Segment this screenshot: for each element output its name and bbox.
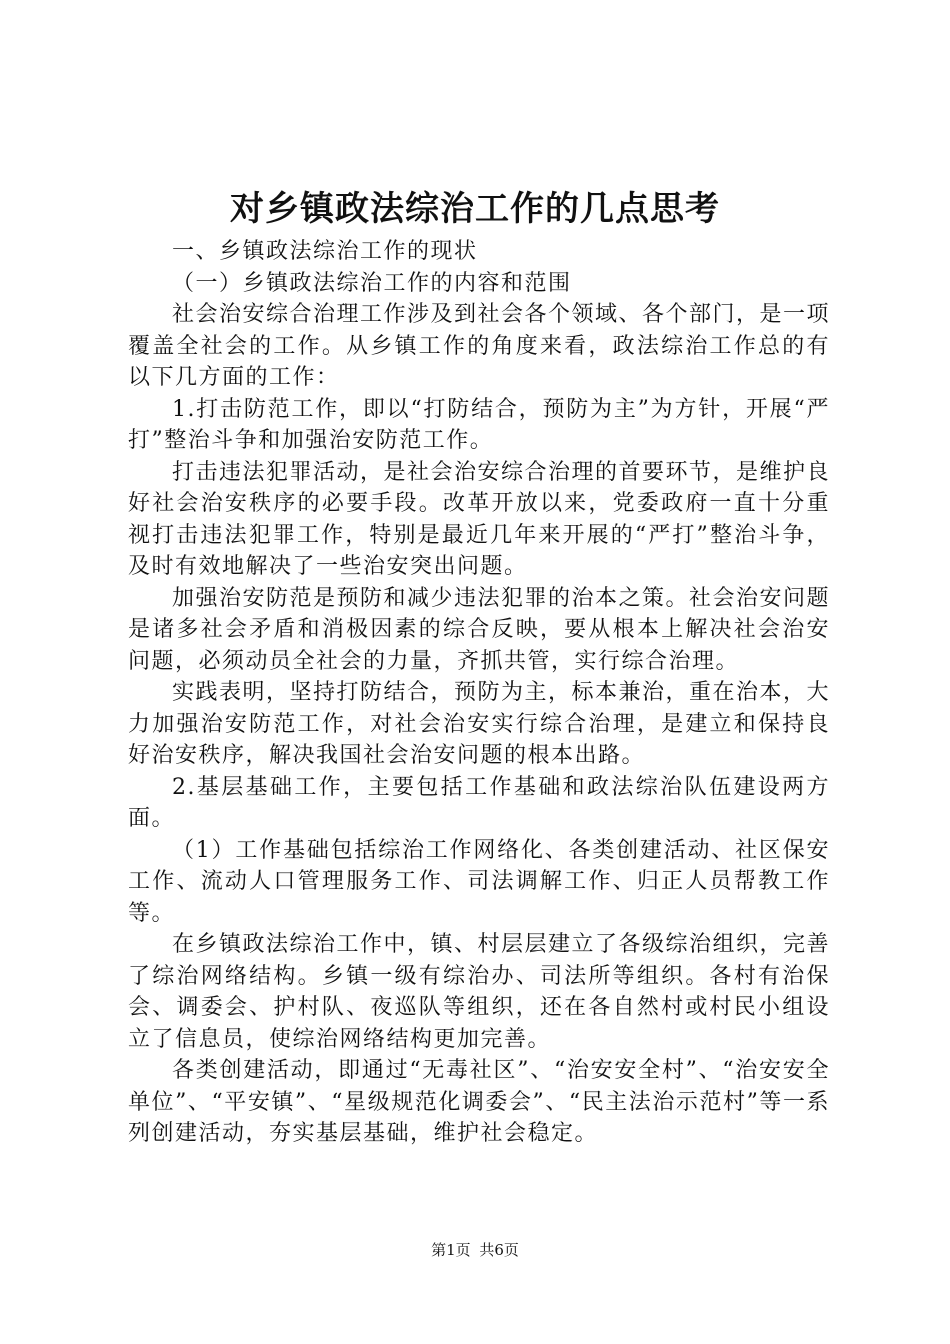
paragraph: 实践表明，坚持打防结合，预防为主，标本兼治，重在治本，大力加强治安防范工作，对社会治安实行综合治理，是建立和保持良好治安秩序，解决我国社会治安问题的根本出路。 <box>128 680 831 768</box>
paragraph: 社会治安综合治理工作涉及到社会各个领域、各个部门，是一项覆盖全社会的工作。从乡镇工作的角度来看，政法综治工作总的有以下几方面的工作： <box>128 302 831 390</box>
document-title: 对乡镇政法综治工作的几点思考 <box>230 189 720 229</box>
paragraph: 打击违法犯罪活动，是社会治安综合治理的首要环节，是维护良好社会治安秩序的必要手段。改革开放以来，党委政府一直十分重视打击违法犯罪工作，特别是最近几年来开展的“严打”整治斗争，及时有效地解决了一些治安突出问题。 <box>128 459 831 579</box>
page-footer <box>0 1240 950 1260</box>
section-heading: 一、乡镇政法综治工作的现状 <box>172 239 478 264</box>
paragraph: 各类创建活动，即通过“无毒社区”、“治安安全村”、“治安安全单位”、“平安镇”、“星级规范化调委会”、“民主法治示范村”等一系列创建活动，夯实基层基础，维护社会稳定。 <box>128 1058 830 1146</box>
paragraph: 2.基层基础工作，主要包括工作基础和政法综治队伍建设两方面。 <box>128 774 830 831</box>
page-number: 第1页 <box>431 1241 471 1259</box>
paragraph: 在乡镇政法综治工作中，镇、村层层建立了各级综治组织，完善了综治网络结构。乡镇一级有综治办、司法所等组织。各村有治保会、调委会、护村队、夜巡队等组织，还在各自然村或村民小组设立了信息员，使综治网络结构更加完善。 <box>128 932 831 1052</box>
document-body <box>128 236 830 1150</box>
paragraph: 1.打击防范工作，即以“打防结合，预防为主”为方针，开展“严打”整治斗争和加强治安防范工作。 <box>128 396 830 453</box>
page-total: 共6页 <box>479 1241 519 1259</box>
subsection-heading: （一）乡镇政法综治工作的内容和范围 <box>172 270 572 296</box>
paragraph: （1）工作基础包括综治工作网络化、各类创建活动、社区保安工作、流动人口管理服务工作、司法调解工作、归正人员帮教工作等。 <box>128 837 830 926</box>
paragraph: 加强治安防范是预防和减少违法犯罪的治本之策。社会治安问题是诸多社会矛盾和消极因素的综合反映，要从根本上解决社会治安问题，必须动员全社会的力量，齐抓共管，实行综合治理。 <box>128 585 831 674</box>
